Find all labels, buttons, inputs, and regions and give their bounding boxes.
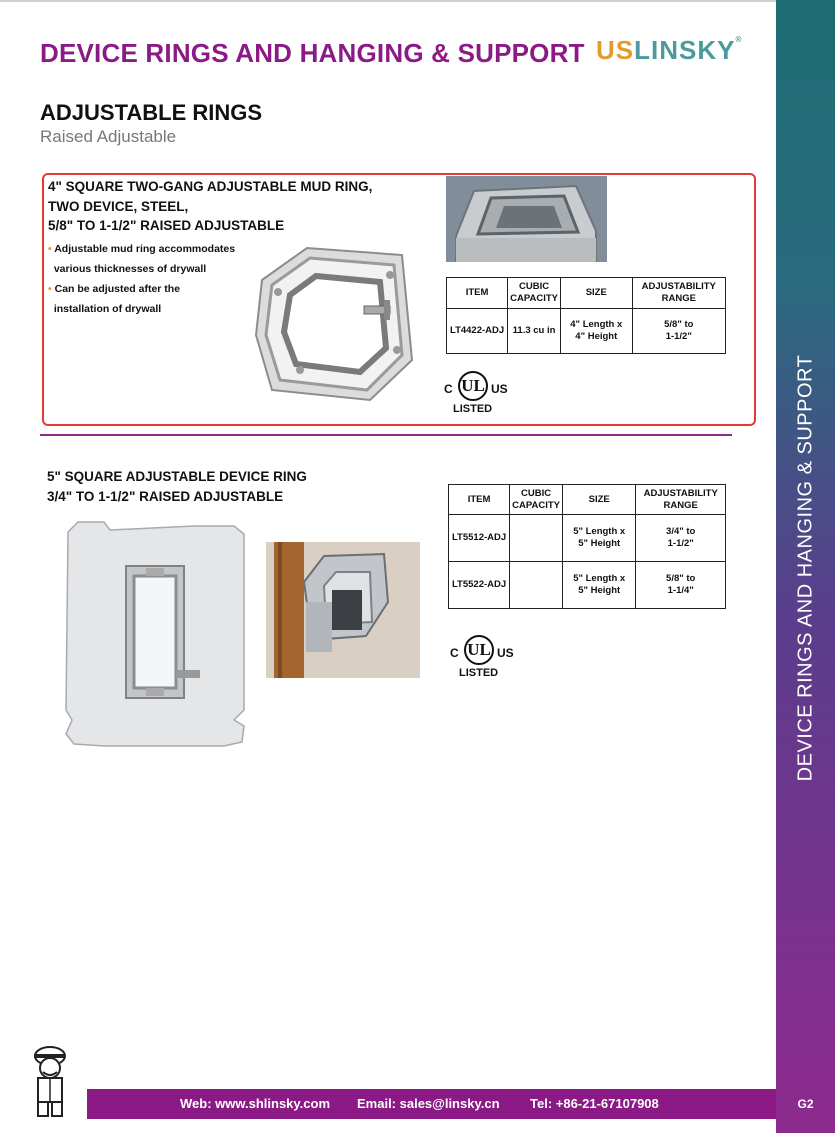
cell-size: 4" Length x 4" Height bbox=[560, 309, 632, 354]
product1-title-line: TWO DEVICE, STEEL, bbox=[48, 198, 189, 214]
cell-capacity bbox=[510, 515, 563, 562]
feature-item: • Can be adjusted after the bbox=[48, 283, 181, 295]
col-header-size: SIZE bbox=[560, 278, 632, 309]
page-number: G2 bbox=[797, 1097, 814, 1111]
logo-us: US bbox=[596, 35, 635, 65]
col-header-capacity: CUBIC CAPACITY bbox=[508, 278, 561, 309]
cell-capacity: 11.3 cu in bbox=[508, 309, 561, 354]
footer-email: Email: sales@linsky.cn bbox=[357, 1096, 500, 1111]
product2-title-line: 5" SQUARE ADJUSTABLE DEVICE RING bbox=[47, 469, 307, 484]
col-header-item: ITEM bbox=[449, 485, 510, 515]
ul-listed-mark: C UL US LISTED bbox=[444, 371, 514, 417]
cell-item: LT5522-ADJ bbox=[449, 562, 510, 609]
cell-item: LT4422-ADJ bbox=[447, 309, 508, 354]
top-rule bbox=[0, 0, 776, 2]
section-divider bbox=[40, 434, 732, 436]
cell-size: 5" Length x 5" Height bbox=[562, 562, 635, 609]
col-header-range: ADJUSTABILITY RANGE bbox=[636, 485, 726, 515]
logo-registered-mark: ® bbox=[735, 35, 743, 44]
section-subtitle: Raised Adjustable bbox=[40, 127, 177, 146]
cell-item: LT5512-ADJ bbox=[449, 515, 510, 562]
table-row bbox=[447, 309, 726, 354]
col-header-size: SIZE bbox=[562, 485, 635, 515]
cell-size: 5" Length x 5" Height bbox=[562, 515, 635, 562]
product1-spec-table bbox=[446, 277, 726, 354]
footer-web: Web: www.shlinsky.com bbox=[180, 1096, 331, 1111]
table-row bbox=[449, 562, 726, 609]
mascot-illustration bbox=[26, 1040, 78, 1120]
installed-box-photo bbox=[446, 176, 607, 262]
product2-title-line: 3/4" TO 1-1/2" RAISED ADJUSTABLE bbox=[47, 488, 284, 504]
device-ring-photo bbox=[64, 520, 246, 748]
cell-range: 5/8" to 1-1/4" bbox=[636, 562, 726, 609]
footer-tel: Tel: +86-21-67107908 bbox=[530, 1096, 659, 1111]
product2-spec-table bbox=[448, 484, 726, 609]
col-header-item: ITEM bbox=[447, 278, 508, 309]
side-band-title: DEVICE RINGS AND HANGING & SUPPORT bbox=[794, 354, 817, 782]
installed-device-ring-photo bbox=[266, 542, 420, 678]
cell-range: 5/8" to 1-1/2" bbox=[632, 309, 725, 354]
feature-item-cont: installation of drywall bbox=[53, 303, 162, 315]
product1-title-line: 4" SQUARE TWO-GANG ADJUSTABLE MUD RING, bbox=[48, 179, 373, 194]
table-row bbox=[449, 515, 726, 562]
cell-capacity bbox=[510, 562, 563, 609]
col-header-capacity: CUBIC CAPACITY bbox=[510, 485, 563, 515]
feature-item-cont: various thicknesses of drywall bbox=[53, 263, 207, 275]
feature-item: • Adjustable mud ring accommodates bbox=[48, 243, 236, 255]
page-title: DEVICE RINGS AND HANGING & SUPPORT bbox=[40, 38, 585, 68]
product1-title-line: 5/8" TO 1-1/2" RAISED ADJUSTABLE bbox=[48, 218, 285, 233]
section-title: ADJUSTABLE RINGS bbox=[40, 100, 263, 125]
col-header-range: ADJUSTABILITY RANGE bbox=[632, 278, 725, 309]
cell-range: 3/4" to 1-1/2" bbox=[636, 515, 726, 562]
mud-ring-photo bbox=[252, 240, 418, 410]
product2-title bbox=[47, 467, 307, 506]
logo-linsky: LINSKY bbox=[634, 35, 736, 65]
product1-features bbox=[48, 239, 235, 319]
ul-listed-mark: C UL US LISTED bbox=[450, 635, 520, 681]
brand-logo bbox=[596, 35, 742, 66]
product1-title bbox=[48, 177, 372, 236]
